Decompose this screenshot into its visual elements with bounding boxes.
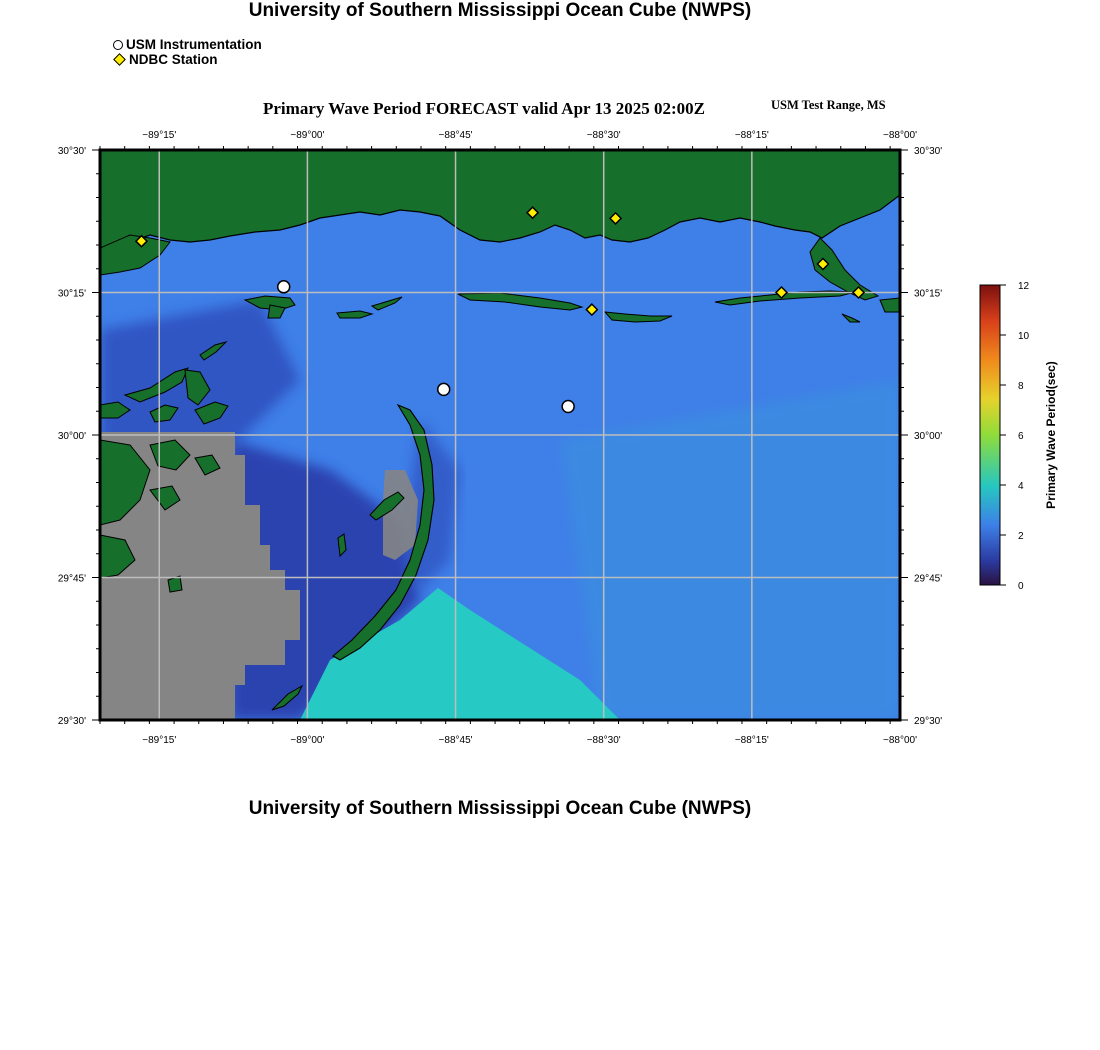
colorbar-tick-label: 10 [1018,331,1030,342]
footer-title: University of Southern Mississippi Ocean Cube (NWPS) [248,798,752,819]
lat-tick-label-left: 30°00' [57,431,86,442]
usm-instrument-marker[interactable] [438,383,450,395]
lat-tick-label-right: 30°00' [914,431,943,442]
lon-tick-label-bottom: −89°15' [142,735,177,746]
usm-instrument-marker[interactable] [562,401,574,413]
lat-tick-label-right: 29°45' [914,573,943,585]
colorbar-tick-label: 6 [1018,431,1024,442]
lon-tick-label-bottom: −89°00' [290,735,325,746]
map-area [100,150,900,720]
lon-tick-label-bottom: −88°45' [438,735,473,746]
colorbar-tick-label: 0 [1018,581,1024,592]
lon-tick-label-bottom: −88°00' [883,735,917,746]
map-title: Primary Wave Period FORECAST valid Apr 13 2025 02:00Z [263,99,706,118]
lat-tick-label-left: 30°30' [57,146,86,157]
colorbar-tick-label: 4 [1018,481,1024,492]
colorbar-tick-label: 2 [1018,531,1024,542]
colorbar-tick-label: 12 [1018,281,1030,292]
page-title: University of Southern Mississippi Ocean Cube (NWPS) [248,0,752,21]
lon-tick-label-bottom: −88°30' [586,735,621,746]
colorbar-ticks [1000,281,1030,592]
lat-tick-label-left: 30°15' [57,288,86,300]
lon-tick-label-top: −88°30' [586,130,621,141]
lon-tick-label-top: −89°00' [290,130,325,141]
legend-usm-label: USM Instrumentation [126,37,262,52]
lat-tick-label-left: 29°30' [57,716,86,727]
lon-tick-label-top: −88°45' [438,130,473,141]
lon-tick-label-top: −89°15' [142,130,177,141]
lat-tick-label-right: 30°15' [914,288,943,300]
colorbar-tick-label: 8 [1018,381,1024,392]
map-subtitle: USM Test Range, MS [771,98,886,112]
lon-tick-label-bottom: −88°15' [734,735,769,746]
water-shelf [560,380,900,720]
lon-tick-label-top: −88°15' [734,130,769,141]
usm-instrument-marker[interactable] [278,281,290,293]
lat-tick-label-right: 29°30' [914,716,943,727]
colorbar [980,281,1058,592]
lat-tick-label-left: 29°45' [57,573,86,585]
lon-tick-label-top: −88°00' [883,130,917,141]
colorbar-label: Primary Wave Period(sec) [1044,361,1058,509]
colorbar-ramp [980,285,1000,585]
lat-tick-label-right: 30°30' [914,146,943,157]
legend-ndbc-label: NDBC Station [129,52,218,67]
